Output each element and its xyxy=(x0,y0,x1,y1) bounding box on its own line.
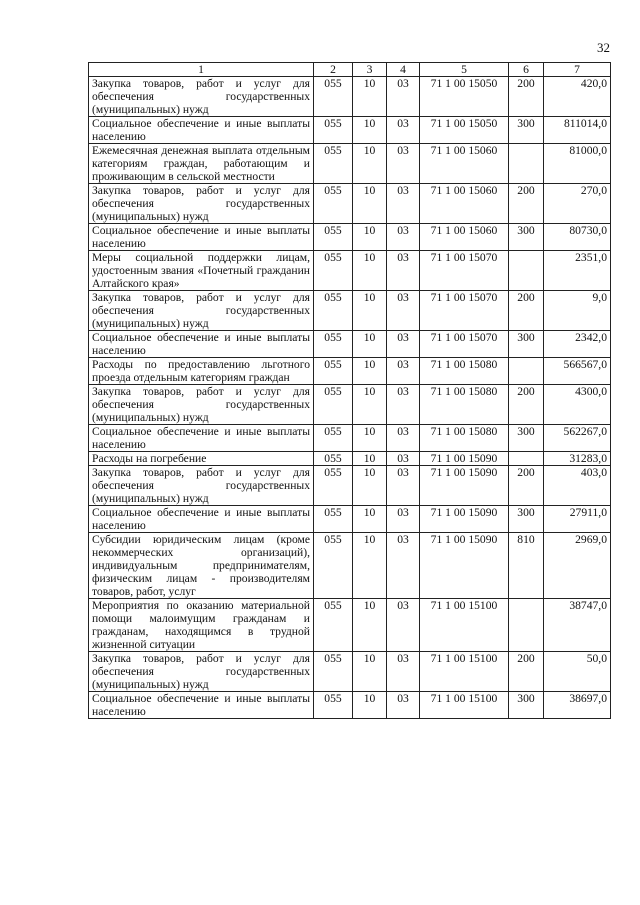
table-row xyxy=(89,144,611,184)
row-target-article: 71 1 00 15060 xyxy=(420,184,509,224)
row-amount: 420,0 xyxy=(544,77,611,117)
column-header: 6 xyxy=(509,63,544,77)
row-section: 10 xyxy=(353,385,387,425)
row-admin-code: 055 xyxy=(314,144,353,184)
row-section: 10 xyxy=(353,452,387,466)
table-row xyxy=(89,425,611,452)
row-admin-code: 055 xyxy=(314,533,353,599)
row-target-article: 71 1 00 15090 xyxy=(420,466,509,506)
row-subsection: 03 xyxy=(387,144,420,184)
column-header: 5 xyxy=(420,63,509,77)
row-section: 10 xyxy=(353,425,387,452)
row-description: Социальное обеспечение и иные выплаты населению xyxy=(89,692,314,719)
row-subsection: 03 xyxy=(387,331,420,358)
row-admin-code: 055 xyxy=(314,331,353,358)
column-header: 1 xyxy=(89,63,314,77)
row-subsection: 03 xyxy=(387,533,420,599)
row-admin-code: 055 xyxy=(314,358,353,385)
row-amount: 270,0 xyxy=(544,184,611,224)
row-section: 10 xyxy=(353,117,387,144)
table-row xyxy=(89,251,611,291)
table-row xyxy=(89,599,611,652)
column-header: 4 xyxy=(387,63,420,77)
table-row xyxy=(89,358,611,385)
row-subsection: 03 xyxy=(387,452,420,466)
table-header xyxy=(89,63,611,77)
row-admin-code: 055 xyxy=(314,452,353,466)
row-expense-type: 200 xyxy=(509,77,544,117)
row-admin-code: 055 xyxy=(314,692,353,719)
row-admin-code: 055 xyxy=(314,652,353,692)
row-section: 10 xyxy=(353,77,387,117)
row-amount: 81000,0 xyxy=(544,144,611,184)
row-description: Ежемесячная денежная выплата отдельным категориям граждан, работающим и проживающим в сельской местности xyxy=(89,144,314,184)
row-subsection: 03 xyxy=(387,117,420,144)
table-row xyxy=(89,652,611,692)
row-subsection: 03 xyxy=(387,184,420,224)
row-description: Закупка товаров, работ и услуг для обеспечения государственных (муниципальных) нужд xyxy=(89,77,314,117)
row-target-article: 71 1 00 15050 xyxy=(420,77,509,117)
row-admin-code: 055 xyxy=(314,291,353,331)
column-header: 7 xyxy=(544,63,611,77)
header-row xyxy=(89,63,611,77)
row-admin-code: 055 xyxy=(314,224,353,251)
row-subsection: 03 xyxy=(387,692,420,719)
row-admin-code: 055 xyxy=(314,184,353,224)
row-amount: 2351,0 xyxy=(544,251,611,291)
budget-table xyxy=(88,62,611,719)
row-description: Закупка товаров, работ и услуг для обеспечения государственных (муниципальных) нужд xyxy=(89,652,314,692)
row-expense-type: 200 xyxy=(509,385,544,425)
row-target-article: 71 1 00 15060 xyxy=(420,224,509,251)
row-expense-type: 300 xyxy=(509,425,544,452)
row-admin-code: 055 xyxy=(314,425,353,452)
row-section: 10 xyxy=(353,652,387,692)
row-subsection: 03 xyxy=(387,506,420,533)
row-amount: 562267,0 xyxy=(544,425,611,452)
row-description: Расходы по предоставлению льготного проезда отдельным категориям граждан xyxy=(89,358,314,385)
row-amount: 38747,0 xyxy=(544,599,611,652)
row-expense-type: 200 xyxy=(509,184,544,224)
row-subsection: 03 xyxy=(387,599,420,652)
row-section: 10 xyxy=(353,506,387,533)
table-row xyxy=(89,533,611,599)
row-admin-code: 055 xyxy=(314,506,353,533)
row-amount: 4300,0 xyxy=(544,385,611,425)
row-subsection: 03 xyxy=(387,224,420,251)
row-expense-type xyxy=(509,452,544,466)
row-amount: 811014,0 xyxy=(544,117,611,144)
row-amount: 80730,0 xyxy=(544,224,611,251)
row-target-article: 71 1 00 15080 xyxy=(420,425,509,452)
row-expense-type: 300 xyxy=(509,224,544,251)
row-expense-type: 300 xyxy=(509,692,544,719)
table-row xyxy=(89,331,611,358)
row-expense-type xyxy=(509,599,544,652)
row-expense-type: 300 xyxy=(509,117,544,144)
row-amount: 38697,0 xyxy=(544,692,611,719)
row-section: 10 xyxy=(353,692,387,719)
row-description: Социальное обеспечение и иные выплаты населению xyxy=(89,425,314,452)
row-amount: 566567,0 xyxy=(544,358,611,385)
row-amount: 27911,0 xyxy=(544,506,611,533)
row-amount: 50,0 xyxy=(544,652,611,692)
row-target-article: 71 1 00 15070 xyxy=(420,291,509,331)
row-target-article: 71 1 00 15090 xyxy=(420,533,509,599)
row-amount: 31283,0 xyxy=(544,452,611,466)
row-subsection: 03 xyxy=(387,251,420,291)
row-section: 10 xyxy=(353,466,387,506)
table-row xyxy=(89,184,611,224)
row-target-article: 71 1 00 15090 xyxy=(420,506,509,533)
row-expense-type: 200 xyxy=(509,652,544,692)
row-expense-type xyxy=(509,144,544,184)
row-admin-code: 055 xyxy=(314,466,353,506)
row-target-article: 71 1 00 15090 xyxy=(420,452,509,466)
row-target-article: 71 1 00 15100 xyxy=(420,599,509,652)
row-target-article: 71 1 00 15070 xyxy=(420,251,509,291)
row-description: Социальное обеспечение и иные выплаты населению xyxy=(89,331,314,358)
row-expense-type: 200 xyxy=(509,291,544,331)
table-row xyxy=(89,506,611,533)
row-target-article: 71 1 00 15100 xyxy=(420,652,509,692)
table-row xyxy=(89,224,611,251)
table-row xyxy=(89,291,611,331)
row-target-article: 71 1 00 15070 xyxy=(420,331,509,358)
row-section: 10 xyxy=(353,358,387,385)
row-section: 10 xyxy=(353,599,387,652)
row-expense-type: 300 xyxy=(509,506,544,533)
row-description: Закупка товаров, работ и услуг для обеспечения государственных (муниципальных) нужд xyxy=(89,291,314,331)
row-subsection: 03 xyxy=(387,358,420,385)
row-target-article: 71 1 00 15080 xyxy=(420,358,509,385)
column-header: 3 xyxy=(353,63,387,77)
page-number: 32 xyxy=(597,40,610,55)
row-amount: 2969,0 xyxy=(544,533,611,599)
row-target-article: 71 1 00 15080 xyxy=(420,385,509,425)
row-section: 10 xyxy=(353,184,387,224)
row-admin-code: 055 xyxy=(314,385,353,425)
row-admin-code: 055 xyxy=(314,251,353,291)
row-admin-code: 055 xyxy=(314,599,353,652)
row-target-article: 71 1 00 15050 xyxy=(420,117,509,144)
row-expense-type xyxy=(509,251,544,291)
row-amount: 403,0 xyxy=(544,466,611,506)
table-row xyxy=(89,77,611,117)
table-row xyxy=(89,117,611,144)
table-body xyxy=(89,77,611,719)
row-description: Социальное обеспечение и иные выплаты населению xyxy=(89,117,314,144)
row-description: Закупка товаров, работ и услуг для обеспечения государственных (муниципальных) нужд xyxy=(89,466,314,506)
row-expense-type: 300 xyxy=(509,331,544,358)
row-target-article: 71 1 00 15100 xyxy=(420,692,509,719)
row-amount: 9,0 xyxy=(544,291,611,331)
row-description: Расходы на погребение xyxy=(89,452,314,466)
row-description: Социальное обеспечение и иные выплаты населению xyxy=(89,224,314,251)
table-row xyxy=(89,692,611,719)
row-description: Меры социальной поддержки лицам, удостоенным звания «Почетный гражданин Алтайского края» xyxy=(89,251,314,291)
row-subsection: 03 xyxy=(387,425,420,452)
row-section: 10 xyxy=(353,331,387,358)
row-admin-code: 055 xyxy=(314,77,353,117)
row-description: Закупка товаров, работ и услуг для обеспечения государственных (муниципальных) нужд xyxy=(89,385,314,425)
row-subsection: 03 xyxy=(387,77,420,117)
row-subsection: 03 xyxy=(387,291,420,331)
row-subsection: 03 xyxy=(387,385,420,425)
table-row xyxy=(89,466,611,506)
row-expense-type: 810 xyxy=(509,533,544,599)
row-admin-code: 055 xyxy=(314,117,353,144)
table-row xyxy=(89,452,611,466)
row-subsection: 03 xyxy=(387,466,420,506)
row-section: 10 xyxy=(353,251,387,291)
row-section: 10 xyxy=(353,533,387,599)
column-header: 2 xyxy=(314,63,353,77)
row-description: Закупка товаров, работ и услуг для обеспечения государственных (муниципальных) нужд xyxy=(89,184,314,224)
row-section: 10 xyxy=(353,291,387,331)
row-description: Субсидии юридическим лицам (кроме некоммерческих организаций), индивидуальным предпринимателям, физическим лицам - производителям товаров, работ, услуг xyxy=(89,533,314,599)
row-section: 10 xyxy=(353,144,387,184)
row-target-article: 71 1 00 15060 xyxy=(420,144,509,184)
row-expense-type: 200 xyxy=(509,466,544,506)
row-section: 10 xyxy=(353,224,387,251)
row-amount: 2342,0 xyxy=(544,331,611,358)
table-row xyxy=(89,385,611,425)
row-expense-type xyxy=(509,358,544,385)
row-description: Мероприятия по оказанию материальной помощи малоимущим гражданам и гражданам, находящимся в трудной жизненной ситуации xyxy=(89,599,314,652)
row-subsection: 03 xyxy=(387,652,420,692)
row-description: Социальное обеспечение и иные выплаты населению xyxy=(89,506,314,533)
